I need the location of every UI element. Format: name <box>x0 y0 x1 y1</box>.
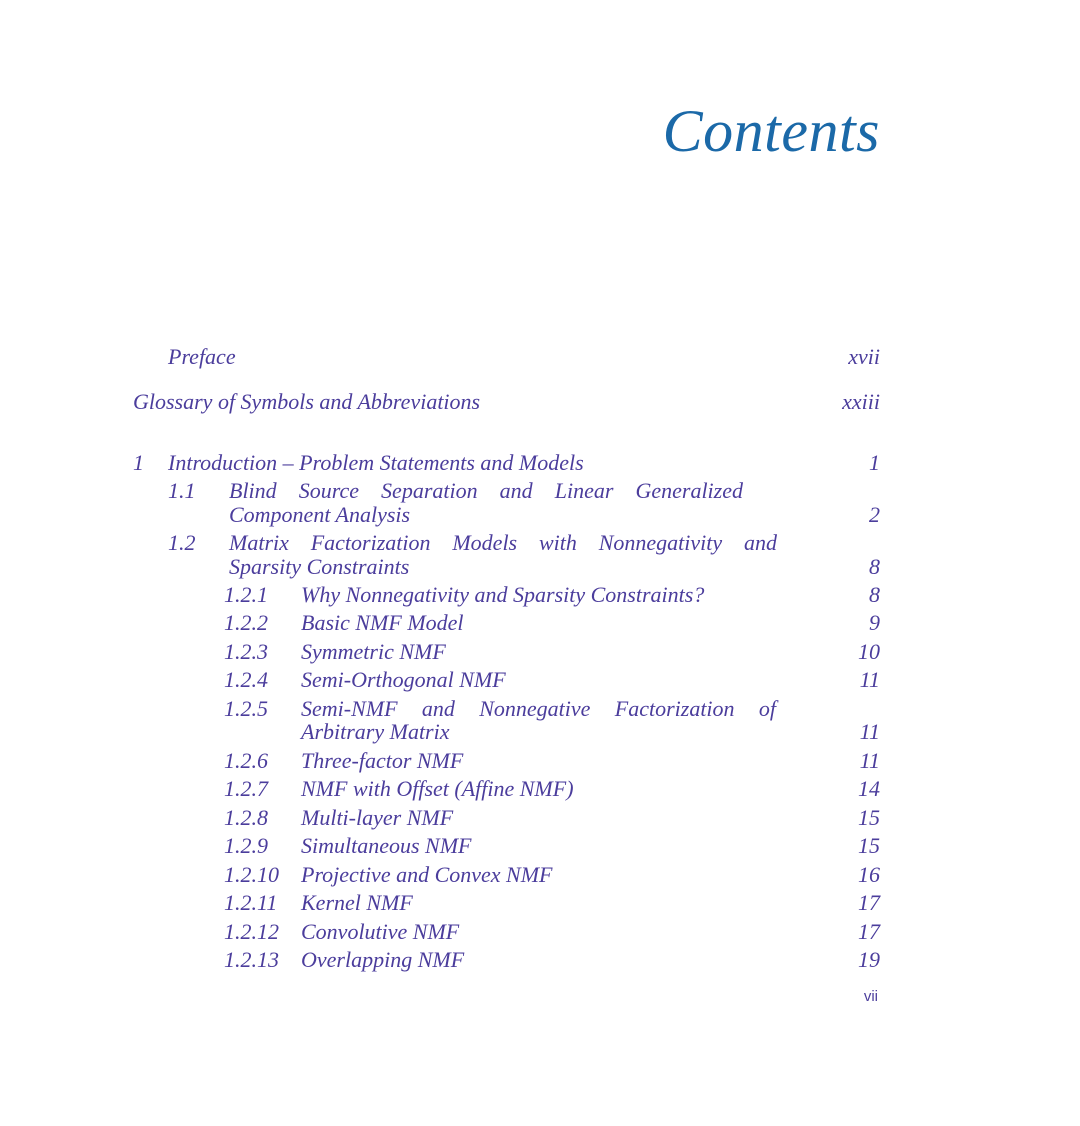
toc-subsection-page[interactable]: 11 <box>859 719 880 744</box>
toc-subsection-number: 1.2.2 <box>224 610 268 635</box>
toc-subsection-number: 1.2.11 <box>224 890 278 915</box>
toc-subsection-title[interactable]: NMF with Offset (Affine NMF) <box>301 776 574 801</box>
toc-subsection-number: 1.2.5 <box>224 696 268 721</box>
toc-subsection-page[interactable]: 17 <box>858 919 880 944</box>
page-folio: vii <box>863 988 878 1005</box>
toc-subsection-title-line1[interactable]: Semi-NMF and Nonnegative Factorization of <box>301 696 776 721</box>
toc-subsection-number: 1.2.1 <box>224 582 268 607</box>
toc-subsection-number: 1.2.10 <box>224 862 279 887</box>
toc-section-number: 1.1 <box>168 478 196 503</box>
toc-subsection-number: 1.2.12 <box>224 919 279 944</box>
toc-subsection-page[interactable]: 11 <box>859 667 880 692</box>
toc-section-title-line1[interactable]: Matrix Factorization Models with Nonnegativity and <box>229 530 777 555</box>
toc-subsection-page[interactable]: 9 <box>869 610 880 635</box>
toc-subsection-number: 1.2.13 <box>224 947 279 972</box>
toc-section-page[interactable]: 2 <box>869 502 880 527</box>
toc-section-title-line2[interactable]: Component Analysis <box>229 502 411 527</box>
toc-subsection-page[interactable]: 14 <box>858 776 880 801</box>
toc-subsection-page[interactable]: 15 <box>858 833 880 858</box>
toc-subsection-number: 1.2.3 <box>224 639 268 664</box>
toc-section-number: 1.2 <box>168 530 196 555</box>
toc-subsection-page[interactable]: 19 <box>858 947 880 972</box>
toc-subsection-title[interactable]: Kernel NMF <box>301 890 413 915</box>
toc-subsection-number: 1.2.6 <box>224 748 268 773</box>
toc-subsection-number: 1.2.9 <box>224 833 268 858</box>
toc-glossary-title[interactable]: Glossary of Symbols and Abbreviations <box>133 389 481 414</box>
toc-subsection-number: 1.2.7 <box>224 776 268 801</box>
toc-subsection-page[interactable]: 16 <box>858 862 880 887</box>
toc-section-title-line2[interactable]: Sparsity Constraints <box>229 554 410 579</box>
toc-subsection-title[interactable]: Multi-layer NMF <box>301 805 454 830</box>
toc-chapter-title[interactable]: Introduction – Problem Statements and Models <box>168 450 584 475</box>
toc-chapter-number: 1 <box>133 450 144 475</box>
toc-subsection-title[interactable]: Projective and Convex NMF <box>301 862 553 887</box>
toc-subsection-number: 1.2.4 <box>224 667 268 692</box>
page-title: Contents <box>662 98 880 164</box>
toc-subsection-title-line2[interactable]: Arbitrary Matrix <box>301 719 450 744</box>
toc-subsection-page[interactable]: 10 <box>858 639 880 664</box>
toc-subsection-title[interactable]: Simultaneous NMF <box>301 833 472 858</box>
toc-preface-title[interactable]: Preface <box>168 344 236 369</box>
toc-subsection-page[interactable]: 8 <box>869 582 880 607</box>
toc-subsection-page[interactable]: 17 <box>858 890 880 915</box>
toc-subsection-title[interactable]: Convolutive NMF <box>301 919 460 944</box>
toc-section-page[interactable]: 8 <box>869 554 880 579</box>
toc-chapter-page[interactable]: 1 <box>869 450 880 475</box>
toc-subsection-title[interactable]: Symmetric NMF <box>301 639 446 664</box>
toc-subsection-title[interactable]: Overlapping NMF <box>301 947 465 972</box>
toc-subsection-title[interactable]: Three-factor NMF <box>301 748 464 773</box>
toc-subsection-page[interactable]: 15 <box>858 805 880 830</box>
toc-subsection-title[interactable]: Semi-Orthogonal NMF <box>301 667 506 692</box>
toc-glossary-page[interactable]: xxiii <box>842 389 880 414</box>
toc-subsection-number: 1.2.8 <box>224 805 268 830</box>
toc-subsection-title[interactable]: Why Nonnegativity and Sparsity Constraints? <box>301 582 705 607</box>
toc-section-title-line1[interactable]: Blind Source Separation and Linear Generalized <box>229 478 743 503</box>
toc-preface-page[interactable]: xvii <box>848 344 880 369</box>
toc-subsection-page[interactable]: 11 <box>859 748 880 773</box>
toc-subsection-title[interactable]: Basic NMF Model <box>301 610 464 635</box>
